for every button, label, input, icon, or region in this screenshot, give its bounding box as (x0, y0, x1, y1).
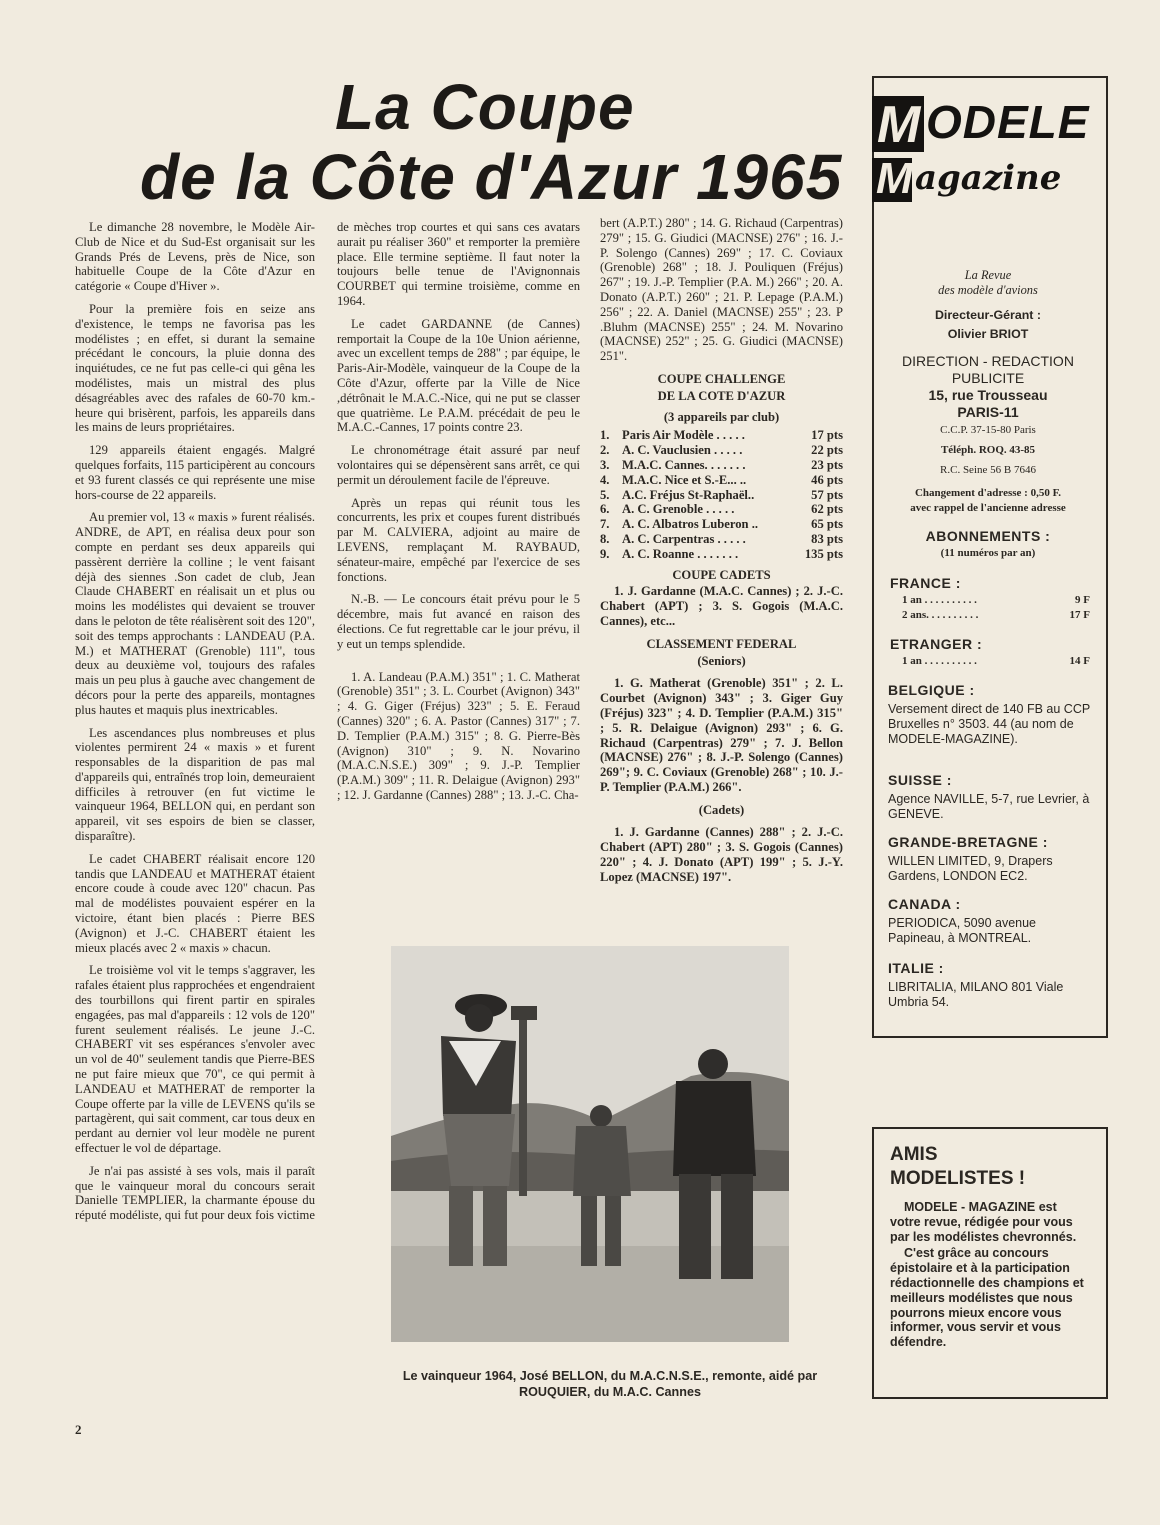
paragraph: N.-B. — Le concours était prévu pour le 5 décembre, mais fut avancé en raison des élections. Ce fut regrettable car le jour prévu, il y eut un temps splendide. (337, 592, 580, 651)
direction-block (878, 353, 1098, 421)
paragraph: Après un repas qui réunit tous les concurrents, les prix et coupes furent distribués par M. CALVIERA, adjoint au maire de LEVENS, remplaçant M. RAYBAUD, sénateur-maire, empêché par l'exercice de ses fonctions. (337, 495, 580, 584)
paragraph: Le dimanche 28 novembre, le Modèle Air-Club de Nice et du Sud-Est organisait sur les Grands Prés de Levens, près de Nice, son habituelle Coupe de la Côte d'Azur en catégorie « Coupe d'Hiver ». (75, 220, 315, 294)
amis-paragraph: MODELE - MAGAZINE est votre revue, rédigée pour vous par les modélistes chevronnés. (890, 1200, 1077, 1244)
article-column-3 (600, 216, 843, 893)
challenge-title-2: DE LA COTE D'AZUR (657, 388, 786, 403)
club-name: M.A.C. Nice et S.-E... .. (622, 472, 747, 487)
subscriptions (878, 528, 1098, 561)
amis-text (890, 1200, 1090, 1350)
club-name: A.C. Fréjus St-Raphaël.. (622, 487, 755, 502)
direction-line: DIRECTION - REDACTION (902, 353, 1074, 369)
points: 17 pts (811, 428, 843, 443)
price-row (902, 594, 1090, 606)
results-list: bert (A.P.T.) 280" ; 14. G. Richaud (Carpentras) 279" ; 15. G. Giudici (MACNSE) 276" ; 16. J.-P. Solengo (Cannes) 269" ; 17. C. Coviaux (Grenoble) 268" ; 18. J. Pouliquen (Fréjus) 267" ; 19. J.-P. Templier (P.A. M.) 266" ; 20. A. Donato (A.P.T.) 260" ; 21. P. Lepage (P.A.M.) 256" ; 22. A. Daniel (MACNSE) 255" ; 23. P .Bluhm (MACNSE) 255" ; 24. M. Novarino (MACNSE) 252" ; 25. G. Giudici (MACNSE) 251". (600, 216, 843, 364)
table-row (600, 458, 843, 473)
france-block (890, 575, 1090, 621)
director-label: Directeur-Gérant : (934, 308, 1042, 322)
etranger-block (890, 636, 1090, 667)
federal-seniors-results: 1. G. Matherat (Grenoble) 351" ; 2. L. Courbet (Avignon) 343" ; 3. Giger Guy (Fréjus) 323" ; 4. D. Templier (P.A.M.) 315" ; 5. R. Delaigue (Avignon) 293" ; 6. G. Richaud (Carpentras) 279" ; 7. J. Bellon (MACNSE) 276" ; 8. J.-P. Solengo (Cannes) 269"; 9. C. Coviaux (Grenoble) 268" ; 10. J.-P. Templier (P.A.M.) 266". (600, 676, 843, 794)
rank: 1. (600, 428, 610, 443)
address-line: PARIS-11 (957, 404, 1019, 420)
price-value: 9 F (1075, 594, 1090, 606)
cadets-cup-title: COUPE CADETS (672, 567, 771, 582)
club-name: A. C. Grenoble . . . . . (622, 502, 735, 517)
rc: R.C. Seine 56 B 7646 (940, 464, 1036, 476)
challenge-table (600, 428, 843, 561)
phone: Téléph. ROQ. 43-85 (940, 444, 1036, 456)
table-row (600, 473, 843, 488)
photo-caption: Le vainqueur 1964, José BELLON, du M.A.C.N.S.E., remonte, aidé par ROUQUIER, du M.A.C. Cannes (402, 1369, 818, 1399)
director-block (878, 308, 1098, 342)
tagline-line: La Revue (964, 268, 1012, 282)
article-column-1 (75, 220, 315, 1231)
points: 23 pts (811, 457, 843, 472)
direction-line: PUBLICITE (951, 370, 1025, 386)
club-name: M.A.C. Cannes. . . . . . . (622, 457, 746, 472)
points: 22 pts (811, 443, 843, 458)
price-label: 2 ans. . . . . . . . . . (902, 609, 979, 621)
director-name: Olivier BRIOT (947, 327, 1029, 341)
address-change-line: avec rappel de l'ancienne adresse (910, 502, 1066, 514)
logo-word-odele: ODELE (926, 96, 1090, 148)
canada-block (888, 896, 1092, 946)
subscriptions-title: ABONNEMENTS : (925, 528, 1051, 544)
ccp: C.C.P. 37-15-80 Paris (940, 424, 1036, 436)
address-change-line: Changement d'adresse : 0,50 F. (914, 487, 1062, 499)
gb-block (888, 834, 1092, 884)
amis-title-line: AMIS (890, 1144, 938, 1165)
price-label: 1 an . . . . . . . . . . (902, 594, 977, 606)
amis-title-line: MODELISTES ! (890, 1168, 1026, 1189)
federal-cadets-results: 1. J. Gardanne (Cannes) 288" ; 2. J.-C. Chabert (APT) 280" ; 3. S. Gogois (Cannes) 220" ; 4. J. Donato (APT) 199" ; 5. J.-Y. Lopez (MACNSE) 197". (600, 825, 843, 884)
price-value: 14 F (1069, 655, 1090, 667)
tagline (878, 268, 1098, 298)
gb-text: WILLEN LIMITED, 9, Drapers Gardens, LONDON EC2. (888, 854, 1053, 883)
table-row (600, 443, 843, 458)
challenge-subtitle: (3 appareils par club) (663, 409, 780, 424)
points: 83 pts (811, 531, 843, 546)
belgique-text: Versement direct de 140 FB au CCP Bruxelles n° 3503. 44 (au nom de MODELE-MAGAZINE). (888, 702, 1090, 746)
rank: 4. (600, 472, 610, 487)
italie-block (888, 960, 1092, 1010)
rank: 6. (600, 502, 610, 517)
paragraph: 129 appareils étaient engagés. Malgré quelques forfaits, 115 participèrent au concours et 93 furent classés ce qui représente une mise hors-course de 22 appareils. (75, 443, 315, 502)
cadets-cup-results: 1. J. Gardanne (M.A.C. Cannes) ; 2. J.-C. Chabert (APT) ; 3. S. Gogois (M.A.C. Cannes), etc... (600, 584, 843, 628)
logo-word-agazine: agazine (915, 158, 1062, 198)
club-name: A. C. Vauclusien . . . . . (622, 443, 743, 458)
paragraph: Le chronométrage était assuré par neuf volontaires qui se dépensèrent sans arrêt, ce qui permit un déroulement facile de l'épreuve. (337, 443, 580, 487)
points: 65 pts (811, 517, 843, 532)
club-name: A. C. Carpentras . . . . . (622, 531, 746, 546)
challenge-title-1: COUPE CHALLENGE (657, 371, 786, 386)
table-row (600, 502, 843, 517)
paragraph: Je n'ai pas assisté à ses vols, mais il paraît que le vainqueur moral du concours serait Danielle TEMPLIER, la charmante épouse du réputé modéliste, qui fut pour deux fois victime (75, 1163, 315, 1223)
suisse-label: SUISSE : (888, 772, 952, 788)
page-number: 2 (75, 1422, 82, 1437)
table-row (600, 547, 843, 562)
rank: 2. (600, 443, 610, 458)
belgique-label: BELGIQUE : (888, 682, 975, 698)
article-title-line1: La Coupe (335, 71, 635, 143)
federal-seniors-label: (Seniors) (697, 653, 746, 668)
club-name: Paris Air Modèle . . . . . (622, 428, 745, 443)
club-name: A. C. Roanne . . . . . . . (622, 546, 739, 561)
points: 135 pts (804, 546, 843, 561)
amis-paragraph: C'est grâce au concours épistolaire et à la participation rédactionnelle des champions et meilleurs modélistes que nous pourrons mieux encore vous informer, vous servir et vous défendre. (890, 1246, 1084, 1350)
paragraph: Le troisième vol vit le temps s'aggraver, les rafales étaient plus rapprochées et engendraient des tourbillons qui firent partir en spirales engagées, pas mal d'appareils : 12 vols de 120" furent seulement réalisés. Le jeune J.-C. CHABERT vit ses espérances s'envoler avec un vol de 40" seulement tandis que Pierre-BES ne put faire mieux que 70", ce qui permit à LANDEAU et MATHERAT de remporter la Coupe offerte par la ville de LEVENS qu'ils se partagèrent, qui sait comment, car tous deux en perdant au dernier vol leur modèle ne purent effectuer le vol de départage. (75, 963, 315, 1156)
paragraph: de mèches trop courtes et qui sans ces avatars aurait pu réaliser 360" et remporter la première place. Elle termine septième. Il faut noter la toujours belle tenue de l'Avignonnais COURBET qui termine troisième, comme en 1964. (337, 220, 580, 308)
paragraph: Les ascendances plus nombreuses et plus violentes permirent 24 « maxis » et furent responsables de la disparition de pas mal d'appareils qui, entraînés trop loin, demeuraient difficiles à retrouver (en fut victime le vainqueur 1964, BELLON qui, en perdant son appareil, vit ses espoirs de bien se classer, disparaître). (75, 725, 315, 844)
table-row (600, 532, 843, 547)
gb-label: GRANDE-BRETAGNE : (888, 834, 1048, 850)
suisse-block (888, 772, 1092, 822)
price-row (902, 655, 1090, 667)
amis-title (890, 1143, 1025, 1191)
photo-illustration (391, 946, 789, 1342)
paragraph: Le cadet CHABERT réalisait encore 120 tandis que LANDEAU et MATHERAT étaient encore coude à coude avec 120" chacun. Pas mal de modélistes pouvaient espérer en la victoire, étant bien placés : Pierre BES (Avignon) et J.-C. CHABERT étaient les mieux placés avec 2 « maxis » chacun. (75, 851, 315, 955)
table-row (600, 488, 843, 503)
logo-letter-m: M (877, 96, 921, 154)
suisse-text: Agence NAVILLE, 5-7, rue Levrier, à GENEVE. (888, 792, 1090, 821)
etranger-label: ETRANGER : (890, 636, 983, 652)
subscriptions-subtitle: (11 numéros par an) (940, 547, 1036, 559)
points: 57 pts (811, 487, 843, 502)
federal-cadets-label: (Cadets) (698, 802, 745, 817)
table-row (600, 428, 843, 443)
rank: 7. (600, 517, 610, 532)
france-label: FRANCE : (890, 575, 961, 591)
paragraph: Le cadet GARDANNE (de Cannes) remportait la Coupe de la 10e Union aérienne, avec un excellent temps de 288" ; par équipe, le Paris-Air-Modèle, vainqueur de la Coupe de la Côte d'Azur, offerte par la Ville de Nice ,détrônait le M.A.C.-Nice, qui ne put se classer que quatrième. Le P.A.M. précédait de peu le M.A.C.-Cannes, 17 points contre 23. (337, 316, 580, 435)
address-change (878, 486, 1098, 516)
logo-letter-m: M (876, 154, 913, 203)
canada-label: CANADA : (888, 896, 961, 912)
club-name: A. C. Albatros Luberon .. (622, 517, 758, 532)
article-column-2 (337, 220, 580, 811)
rank: 3. (600, 457, 610, 472)
rank: 5. (600, 487, 610, 502)
price-label: 1 an . . . . . . . . . . (902, 655, 977, 667)
article-photo (391, 946, 789, 1342)
italie-text: LIBRITALIA, MILANO 801 Viale Umbria 54. (888, 980, 1064, 1009)
price-row (902, 609, 1090, 621)
rank: 9. (600, 546, 610, 561)
points: 62 pts (811, 502, 843, 517)
tagline-line: des modèle d'avions (938, 283, 1038, 297)
paragraph: Pour la première fois en seize ans d'existence, le temps ne favorisa pas les modélistes ; en effet, si durant la semaine précédant le concours, la pluie donna des inquiétudes, ce ne fut pas celle-ci qui gêna les modélistes, mais un mistral des plus désagréables avec des rafales de 60-70 km.-heure qui brisèrent, parfois, les appareils dans les mains de leurs propriétaires. (75, 301, 315, 435)
price-value: 17 F (1069, 609, 1090, 621)
points: 46 pts (811, 472, 843, 487)
contact-block (878, 420, 1098, 480)
belgique-block (888, 682, 1092, 747)
article-title-line2: de la Côte d'Azur 1965 (140, 141, 843, 213)
canada-text: PERIODICA, 5090 avenue Papineau, à MONTREAL. (888, 916, 1036, 945)
paragraph: Au premier vol, 13 « maxis » furent réalisés. ANDRE, de APT, en réalisa deux pour son compte en perdant ses deux appareils qui passèrent derrière la colline ; le vent faisant déjà des siennes .Son cadet de club, Jean Claude CHABERT en réalisait un et plus ou moins les modélistes qui devaient se trouver dans le peloton de tête réalisèrent soit des 120", soit des temps approchants : LANDEAU (P.A. M.) et MATHERAT (Grenoble) 111", tous deux au deuxième vol, toujours des rafales mais un peu plus à gauche avec changement de décors pour la perte des appareils, montagnes plus hautes et maquis plus inextricables. (75, 510, 315, 717)
rank: 8. (600, 531, 610, 546)
address-line: 15, rue Trousseau (928, 387, 1048, 403)
federal-title: CLASSEMENT FEDERAL (646, 636, 797, 651)
table-row (600, 517, 843, 532)
italie-label: ITALIE : (888, 960, 944, 976)
results-list: 1. A. Landeau (P.A.M.) 351" ; 1. C. Matherat (Grenoble) 351" ; 3. L. Courbet (Avignon) 343" ; 4. G. Giger (Fréjus) 323" ; 5. E. Feraud (Cannes) 320" ; 6. A. Pastor (Cannes) 317" ; 7. D. Templier (P.A.M.) 315" ; 8. G. Pierre-Bès (Avignon) 310" ; 9. N. Novarino (M.A.C.N.S.E.) 309" ; 9. J.-P. Templier (P.A.M.) 309" ; 11. R. Delaigue (Avignon) 293" ; 12. J. Gardanne (Cannes) 288" ; 13. J.-C. Cha- (337, 669, 580, 802)
